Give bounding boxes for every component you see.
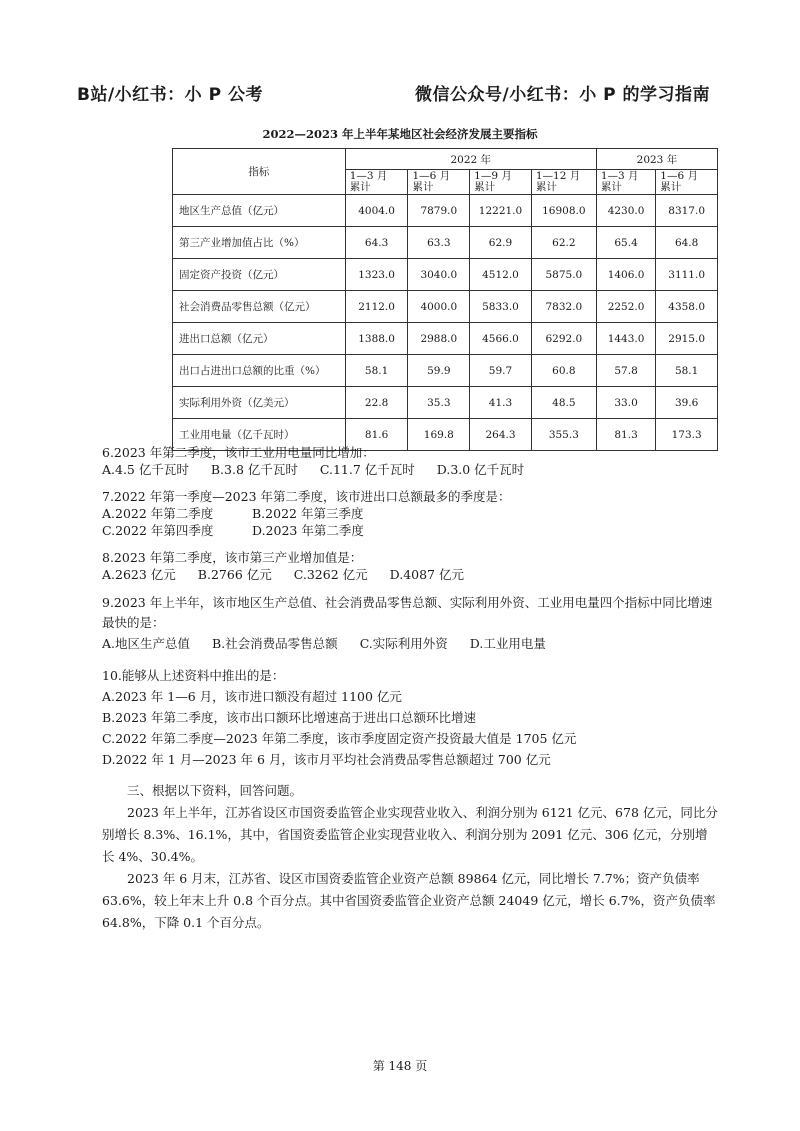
table-title: 2022—2023 年上半年某地区社会经济发展主要指标 bbox=[262, 127, 538, 141]
cell-value: 4566.0 bbox=[470, 323, 532, 355]
question-6-options bbox=[102, 461, 720, 478]
cell-value: 2112.0 bbox=[345, 291, 408, 323]
cell-value: 62.2 bbox=[531, 227, 596, 259]
cell-value: 2915.0 bbox=[656, 323, 718, 355]
period-header: 1—3 月 累计 bbox=[596, 170, 655, 195]
cell-value: 1406.0 bbox=[596, 259, 655, 291]
cell-value: 62.9 bbox=[470, 227, 532, 259]
cell-value: 4230.0 bbox=[596, 195, 655, 227]
row-label: 社会消费品零售总额（亿元） bbox=[173, 291, 346, 323]
table-corner-header: 指标 bbox=[173, 149, 346, 195]
row-label: 出口占进出口总额的比重（%） bbox=[173, 355, 346, 387]
question-9-options bbox=[102, 633, 720, 655]
cell-value: 4004.0 bbox=[345, 195, 408, 227]
page-number: 第 148 页 bbox=[372, 1059, 428, 1073]
cell-value: 22.8 bbox=[345, 387, 408, 419]
period-header: 1—6 月 累计 bbox=[408, 170, 470, 195]
question-6-stem: 6.2023 年第二季度，该市工业用电量同比增加： bbox=[102, 445, 375, 460]
cell-value: 33.0 bbox=[596, 387, 655, 419]
option-b[interactable]: B.2766 亿元 bbox=[197, 567, 272, 582]
section-3 bbox=[102, 780, 720, 934]
cell-value: 173.3 bbox=[656, 419, 718, 451]
option-d[interactable]: D.4087 亿元 bbox=[389, 567, 464, 582]
section-3-paragraph: 2023 年 6 月末，江苏省、设区市国资委监管企业资产总额 89864 亿元，同比增长 7.7%；资产负债率 63.6%，较上年末上升 0.8 个百分点。其中省国资委监管企业资产总额 24049 亿元，增长 6.7%，资产负债率 64.8%，下降 0.1 个百分点。 bbox=[102, 871, 716, 930]
cell-value: 5875.0 bbox=[531, 259, 596, 291]
option-b[interactable]: B.2023 年第二季度，该市出口额环比增速高于进出口总额环比增速 bbox=[102, 710, 476, 725]
question-8-stem: 8.2023 年第二季度，该市第三产业增加值是： bbox=[102, 550, 363, 565]
cell-value: 48.5 bbox=[531, 387, 596, 419]
cell-value: 4512.0 bbox=[470, 259, 532, 291]
cell-value: 3111.0 bbox=[656, 259, 718, 291]
period-header: 1—12 月 累计 bbox=[531, 170, 596, 195]
cell-value: 1443.0 bbox=[596, 323, 655, 355]
question-8-options bbox=[102, 566, 720, 583]
section-3-paragraph: 2023 年上半年，江苏省设区市国资委监管企业实现营业收入、利润分别为 6121 亿元、678 亿元，同比分别增长 8.3%、16.1%，其中，省国资委监管企业实现营业收入、利润分别为 2091 亿元、306 亿元，分别增长 4%、30.4%。 bbox=[102, 805, 718, 864]
option-a[interactable]: A.2022 年第二季度 bbox=[102, 506, 214, 521]
cell-value: 59.9 bbox=[408, 355, 470, 387]
cell-value: 12221.0 bbox=[470, 195, 532, 227]
cell-value: 2988.0 bbox=[408, 323, 470, 355]
question-10 bbox=[102, 665, 720, 770]
cell-value: 7832.0 bbox=[531, 291, 596, 323]
table-row bbox=[173, 195, 718, 227]
question-10-stem: 10.能够从上述资料中推出的是： bbox=[102, 668, 285, 683]
cell-value: 81.3 bbox=[596, 419, 655, 451]
cell-value: 8317.0 bbox=[656, 195, 718, 227]
cell-value: 63.3 bbox=[408, 227, 470, 259]
option-d[interactable]: D.工业用电量 bbox=[469, 636, 546, 651]
cell-value: 64.3 bbox=[345, 227, 408, 259]
cell-value: 16908.0 bbox=[531, 195, 596, 227]
cell-value: 3040.0 bbox=[408, 259, 470, 291]
question-7-options bbox=[102, 505, 720, 539]
cell-value: 64.8 bbox=[656, 227, 718, 259]
cell-value: 1388.0 bbox=[345, 323, 408, 355]
cell-value: 4358.0 bbox=[656, 291, 718, 323]
section-3-heading: 三、根据以下资料，回答问题。 bbox=[127, 783, 303, 798]
table-row bbox=[173, 387, 718, 419]
cell-value: 58.1 bbox=[345, 355, 408, 387]
cell-value: 57.8 bbox=[596, 355, 655, 387]
cell-value: 41.3 bbox=[470, 387, 532, 419]
period-header: 1—6 月 累计 bbox=[656, 170, 718, 195]
option-a[interactable]: A.地区生产总值 bbox=[102, 636, 191, 651]
option-d[interactable]: D.2022 年 1 月—2023 年 6 月，该市月平均社会消费品零售总额超过 700 亿元 bbox=[102, 752, 551, 767]
header-right: 微信公众号/小红书：小 P 的学习指南 bbox=[414, 85, 710, 105]
row-label: 固定资产投资（亿元） bbox=[173, 259, 346, 291]
option-a[interactable]: A.2623 亿元 bbox=[102, 567, 176, 582]
option-b[interactable]: B.社会消费品零售总额 bbox=[212, 636, 338, 651]
option-d[interactable]: D.3.0 亿千瓦时 bbox=[436, 462, 525, 477]
cell-value: 2252.0 bbox=[596, 291, 655, 323]
option-c[interactable]: C.2022 年第四季度 bbox=[102, 523, 214, 538]
row-label: 进出口总额（亿元） bbox=[173, 323, 346, 355]
option-c[interactable]: C.实际利用外资 bbox=[359, 636, 448, 651]
cell-value: 59.7 bbox=[470, 355, 532, 387]
cell-value: 6292.0 bbox=[531, 323, 596, 355]
cell-value: 264.3 bbox=[470, 419, 532, 451]
cell-value: 1323.0 bbox=[345, 259, 408, 291]
option-c[interactable]: C.11.7 亿千瓦时 bbox=[319, 462, 415, 477]
period-header: 1—3 月 累计 bbox=[345, 170, 408, 195]
option-a[interactable]: A.2023 年 1—6 月，该市进口额没有超过 1100 亿元 bbox=[102, 689, 402, 704]
table-row bbox=[173, 291, 718, 323]
cell-value: 60.8 bbox=[531, 355, 596, 387]
option-d[interactable]: D.2023 年第二季度 bbox=[252, 523, 364, 538]
questions-block bbox=[102, 444, 720, 934]
question-7-stem: 7.2022 年第一季度—2023 年第二季度，该市进出口总额最多的季度是： bbox=[102, 489, 511, 504]
cell-value: 5833.0 bbox=[470, 291, 532, 323]
row-label: 第三产业增加值占比（%） bbox=[173, 227, 346, 259]
option-c[interactable]: C.3262 亿元 bbox=[293, 567, 368, 582]
row-label: 地区生产总值（亿元） bbox=[173, 195, 346, 227]
cell-value: 7879.0 bbox=[408, 195, 470, 227]
cell-value: 355.3 bbox=[531, 419, 596, 451]
table-row bbox=[173, 323, 718, 355]
option-a[interactable]: A.4.5 亿千瓦时 bbox=[102, 462, 189, 477]
option-b[interactable]: B.2022 年第三季度 bbox=[252, 506, 364, 521]
row-label: 实际利用外资（亿美元） bbox=[173, 387, 346, 419]
indicator-table bbox=[172, 148, 718, 451]
table-row bbox=[173, 227, 718, 259]
header-left: B站/小红书：小 P 公考 bbox=[77, 85, 263, 105]
cell-value: 65.4 bbox=[596, 227, 655, 259]
cell-value: 81.6 bbox=[345, 419, 408, 451]
cell-value: 39.6 bbox=[656, 387, 718, 419]
year-2023-header: 2023 年 bbox=[596, 149, 717, 170]
row-label: 工业用电量（亿千瓦时） bbox=[173, 419, 346, 451]
option-c[interactable]: C.2022 年第二季度—2023 年第二季度，该市季度固定资产投资最大值是 1705 亿元 bbox=[102, 731, 577, 746]
cell-value: 35.3 bbox=[408, 387, 470, 419]
cell-value: 169.8 bbox=[408, 419, 470, 451]
table-row bbox=[173, 355, 718, 387]
table-row bbox=[173, 259, 718, 291]
option-b[interactable]: B.3.8 亿千瓦时 bbox=[210, 462, 298, 477]
cell-value: 4000.0 bbox=[408, 291, 470, 323]
year-2022-header: 2022 年 bbox=[345, 149, 596, 170]
period-header: 1—9 月 累计 bbox=[470, 170, 532, 195]
cell-value: 58.1 bbox=[656, 355, 718, 387]
question-9-stem: 9.2023 年上半年，该市地区生产总值、社会消费品零售总额、实际利用外资、工业用电量四个指标中同比增速最快的是： bbox=[102, 595, 713, 630]
